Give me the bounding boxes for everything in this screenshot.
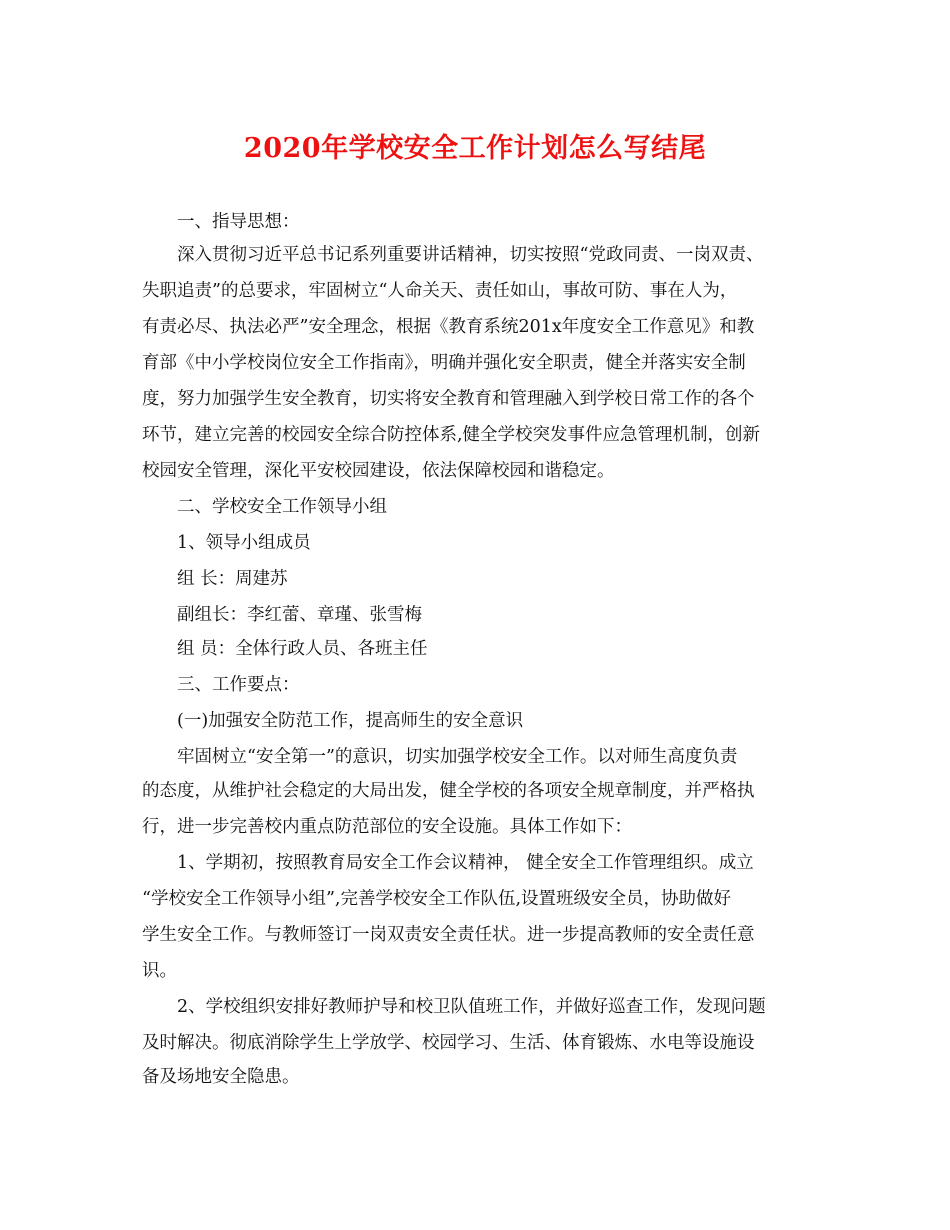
section-heading-leadership-group: 二、学校安全工作领导小组 [177, 497, 387, 517]
member-staff: 组 员：全体行政人员、各班主任 [177, 639, 428, 659]
member-leader: 组 长：周建苏 [177, 569, 288, 589]
paragraph-line: 的态度，从维护社会稳定的大局出发，健全学校的各项安全规章制度，并严格执 [142, 781, 755, 801]
paragraph-line: 学生安全工作。与教师签订一岗双责安全责任状。进一步提高教师的安全责任意 [142, 925, 755, 945]
document-title: 2020年学校安全工作计划怎么写结尾 [243, 133, 707, 164]
paragraph-line: 深入贯彻习近平总书记系列重要讲话精神，切实按照“党政同责、一岗双责、 [177, 245, 764, 265]
subheading-members: 1、领导小组成员 [177, 533, 311, 553]
paragraph-line: 识。 [142, 961, 177, 981]
section-heading-key-points: 三、工作要点： [177, 675, 300, 695]
paragraph-line: 1、学期初，按照教育局安全工作会议精神， 健全安全工作管理组织。成立 [177, 853, 754, 873]
paragraph-line: 育部《中小学校岗位安全工作指南》，明确并强化安全职责，健全并落实安全制 [142, 353, 746, 373]
paragraph-line: 备及场地安全隐患。 [142, 1067, 300, 1087]
paragraph-line: 环节，建立完善的校园安全综合防控体系,健全学校突发事件应急管理机制，创新 [142, 425, 761, 445]
subheading-safety-prevention: (一)加强安全防范工作，提高师生的安全意识 [177, 711, 524, 731]
paragraph-line: 失职追责”的总要求，牢固树立“人命关天、责任如山，事故可防、事在人为， [142, 281, 738, 301]
paragraph-line: 及时解决。彻底消除学生上学放学、校园学习、生活、体育锻炼、水电等设施设 [142, 1033, 755, 1053]
paragraph-line: 行，进一步完善校内重点防范部位的安全设施。具体工作如下： [142, 817, 632, 837]
paragraph-line: 2、学校组织安排好教师护导和校卫队值班工作，并做好巡查工作，发现问题 [177, 997, 766, 1017]
paragraph-line: 校园安全管理，深化平安校园建设，依法保障校园和谐稳定。 [142, 461, 615, 481]
member-deputy-leaders: 副组长：李红蕾、章瑾、张雪梅 [177, 605, 422, 625]
paragraph-line: “学校安全工作领导小组”,完善学校安全工作队伍,设置班级安全员，协助做好 [142, 889, 732, 909]
section-heading-guiding-thought: 一、指导思想： [177, 212, 300, 232]
paragraph-line: 牢固树立“安全第一”的意识，切实加强学校安全工作。以对师生高度负责 [177, 747, 738, 767]
paragraph-line: 有责必尽、执法必严”安全理念，根据《教育系统201x年度安全工作意见》和教 [142, 317, 755, 337]
paragraph-line: 度，努力加强学生安全教育，切实将安全教育和管理融入到学校日常工作的各个 [142, 389, 755, 409]
